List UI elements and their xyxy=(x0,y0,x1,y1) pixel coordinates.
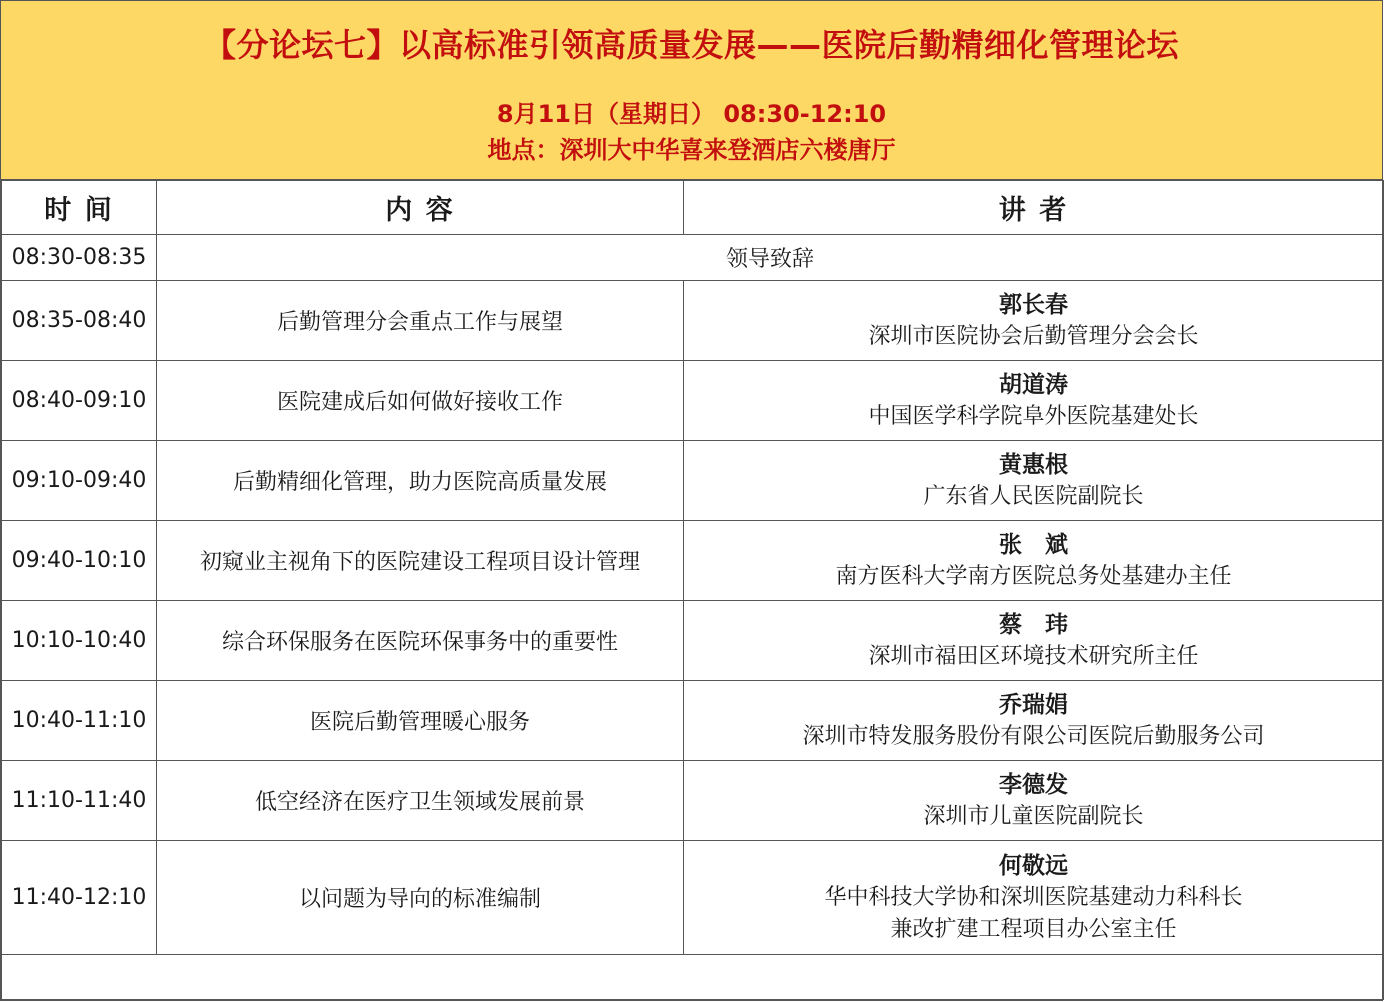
row-speaker xyxy=(684,841,1384,955)
row-content: 医院建成后如何做好接收工作 xyxy=(157,361,684,441)
table-row xyxy=(2,601,1384,681)
row-speaker xyxy=(684,441,1384,521)
row-time: 09:40-10:10 xyxy=(2,521,157,601)
row-content: 初窥业主视角下的医院建设工程项目设计管理 xyxy=(157,521,684,601)
row-content: 后勤管理分会重点工作与展望 xyxy=(157,281,684,361)
blank-row xyxy=(2,955,1384,1000)
speaker-title: 南方医科大学南方医院总务处基建办主任 xyxy=(835,563,1232,589)
forum-venue: 地点：深圳大中华喜来登酒店六楼唐厅 xyxy=(487,136,896,164)
speaker-name: 何敬远 xyxy=(999,852,1068,879)
forum-header xyxy=(1,1,1382,180)
table-row xyxy=(2,441,1384,521)
row-speaker xyxy=(684,281,1384,361)
speaker-name: 胡道涛 xyxy=(999,371,1068,398)
speaker-name: 乔瑞娟 xyxy=(999,691,1068,718)
header-speaker: 讲 者 xyxy=(684,181,1384,235)
speaker-name: 蔡 玮 xyxy=(999,611,1068,638)
row-content: 医院后勤管理暖心服务 xyxy=(157,681,684,761)
row-content: 以问题为导向的标准编制 xyxy=(157,841,684,955)
table-row xyxy=(2,521,1384,601)
row-time: 09:10-09:40 xyxy=(2,441,157,521)
forum-title: 【分论坛七】以高标准引领高质量发展——医院后勤精细化管理论坛 xyxy=(203,26,1179,64)
speaker-title: 深圳市特发服务股份有限公司医院后勤服务公司 xyxy=(802,723,1265,749)
forum-date-time: 8月11日（星期日） 08:30-12:10 xyxy=(496,100,887,128)
row-time: 10:40-11:10 xyxy=(2,681,157,761)
speaker-name: 郭长春 xyxy=(999,291,1068,318)
row-speaker xyxy=(684,681,1384,761)
speaker-name: 黄惠根 xyxy=(999,451,1068,478)
table-row-opening xyxy=(2,235,1384,281)
row-speaker xyxy=(684,761,1384,841)
row-content: 后勤精细化管理，助力医院高质量发展 xyxy=(157,441,684,521)
speaker-name: 张 斌 xyxy=(999,531,1068,558)
header-time: 时 间 xyxy=(2,181,157,235)
agenda-table xyxy=(1,180,1384,1000)
table-row xyxy=(2,681,1384,761)
speaker-title-line-2: 兼改扩建工程项目办公室主任 xyxy=(890,916,1177,942)
speaker-title: 深圳市福田区环境技术研究所主任 xyxy=(868,643,1199,669)
row-content: 领导致辞 xyxy=(157,235,1384,281)
row-time: 08:35-08:40 xyxy=(2,281,157,361)
table-header-row xyxy=(2,181,1384,235)
speaker-title: 深圳市医院协会后勤管理分会会长 xyxy=(868,323,1199,349)
row-time: 11:10-11:40 xyxy=(2,761,157,841)
row-speaker xyxy=(684,601,1384,681)
row-speaker xyxy=(684,361,1384,441)
speaker-title: 深圳市儿童医院副院长 xyxy=(923,803,1144,829)
speaker-title: 华中科技大学协和深圳医院基建动力科科长 xyxy=(824,884,1243,910)
row-time: 08:40-09:10 xyxy=(2,361,157,441)
table-row xyxy=(2,281,1384,361)
table-row xyxy=(2,361,1384,441)
speaker-title: 广东省人民医院副院长 xyxy=(923,483,1144,509)
blank-cell xyxy=(2,955,1384,1000)
row-time: 11:40-12:10 xyxy=(2,841,157,955)
speaker-title: 中国医学科学院阜外医院基建处长 xyxy=(868,403,1199,429)
row-content: 低空经济在医疗卫生领域发展前景 xyxy=(157,761,684,841)
row-speaker xyxy=(684,521,1384,601)
header-content: 内 容 xyxy=(157,181,684,235)
row-content: 综合环保服务在医院环保事务中的重要性 xyxy=(157,601,684,681)
row-time: 10:10-10:40 xyxy=(2,601,157,681)
speaker-name: 李德发 xyxy=(999,771,1068,798)
table-row xyxy=(2,761,1384,841)
table-row xyxy=(2,841,1384,955)
row-time: 08:30-08:35 xyxy=(2,235,157,281)
